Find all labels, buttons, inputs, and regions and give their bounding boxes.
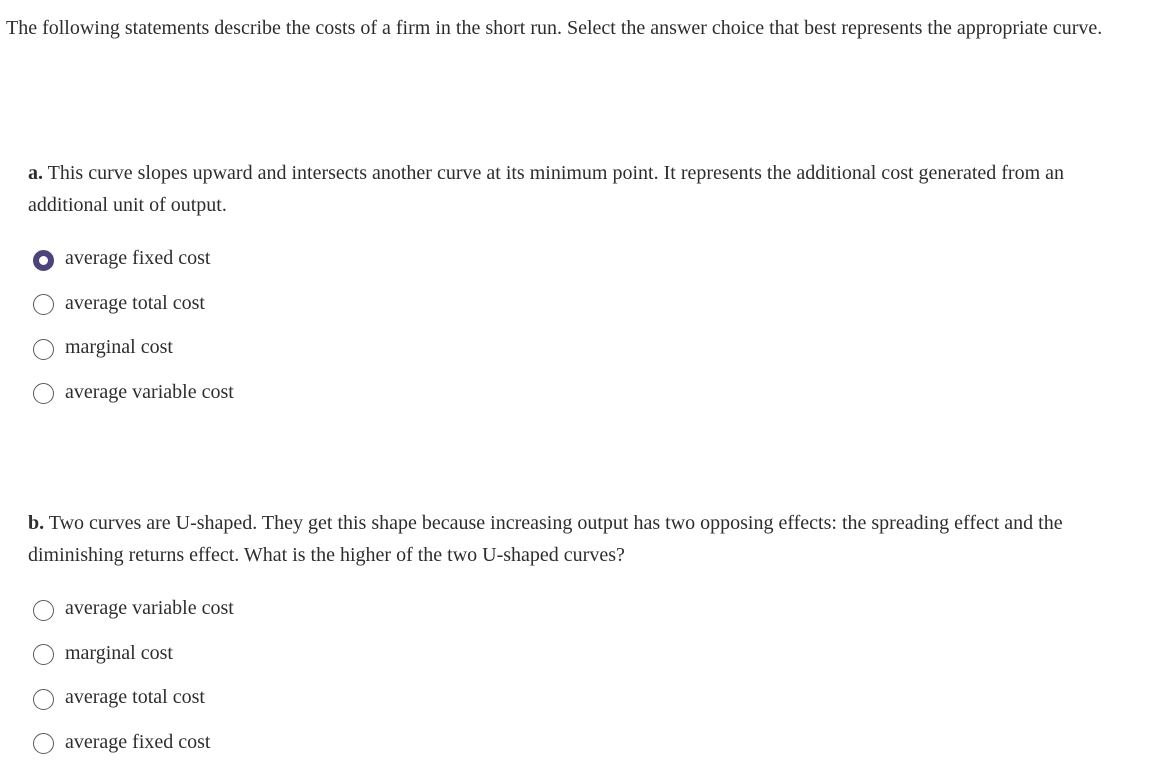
question-b-letter: b.: [28, 512, 44, 534]
radio-button[interactable]: [33, 733, 54, 754]
radio-button[interactable]: [33, 383, 54, 404]
question-b-option-3[interactable]: [28, 677, 1148, 722]
question-a-option-1[interactable]: [28, 238, 1148, 283]
question-b-option-2[interactable]: [28, 633, 1148, 678]
question-a-text: This curve slopes upward and intersects another curve at its minimum point. It represents the additional cost generated from an additional unit of output.: [28, 162, 1064, 216]
radio-button[interactable]: [33, 600, 54, 621]
question-b-text: Two curves are U-shaped. They get this shape because increasing output has two opposing effects: the spreading effect and the diminishing returns effect. What is the higher of the two U-shaped curves?: [28, 512, 1063, 566]
question-a-option-3[interactable]: [28, 327, 1148, 372]
radio-button[interactable]: [33, 689, 54, 710]
question-b-options: [28, 588, 1148, 766]
question-a-letter: a.: [28, 162, 43, 184]
question-b-option-1[interactable]: [28, 588, 1148, 633]
question-a-option-4[interactable]: [28, 372, 1148, 417]
option-label: average total cost: [65, 685, 205, 709]
option-label: average fixed cost: [65, 730, 210, 754]
radio-button[interactable]: [33, 339, 54, 360]
radio-button[interactable]: [33, 294, 54, 315]
question-a-option-2[interactable]: [28, 283, 1148, 328]
option-label: marginal cost: [65, 335, 173, 359]
option-label: average variable cost: [65, 596, 234, 620]
option-label: average variable cost: [65, 380, 234, 404]
option-label: average total cost: [65, 291, 205, 315]
question-b-prompt: [28, 507, 1148, 571]
question-a: [28, 157, 1148, 416]
option-label: marginal cost: [65, 641, 173, 665]
question-b-option-4[interactable]: [28, 722, 1148, 766]
option-label: average fixed cost: [65, 246, 210, 270]
question-b: [28, 507, 1148, 766]
question-a-options: [28, 238, 1148, 416]
question-a-prompt: [28, 157, 1148, 221]
radio-button-selected[interactable]: [33, 250, 54, 271]
radio-button[interactable]: [33, 644, 54, 665]
instructions-text: The following statements describe the costs of a firm in the short run. Select the answer choice that best represents the appropriate curve.: [6, 12, 1126, 44]
